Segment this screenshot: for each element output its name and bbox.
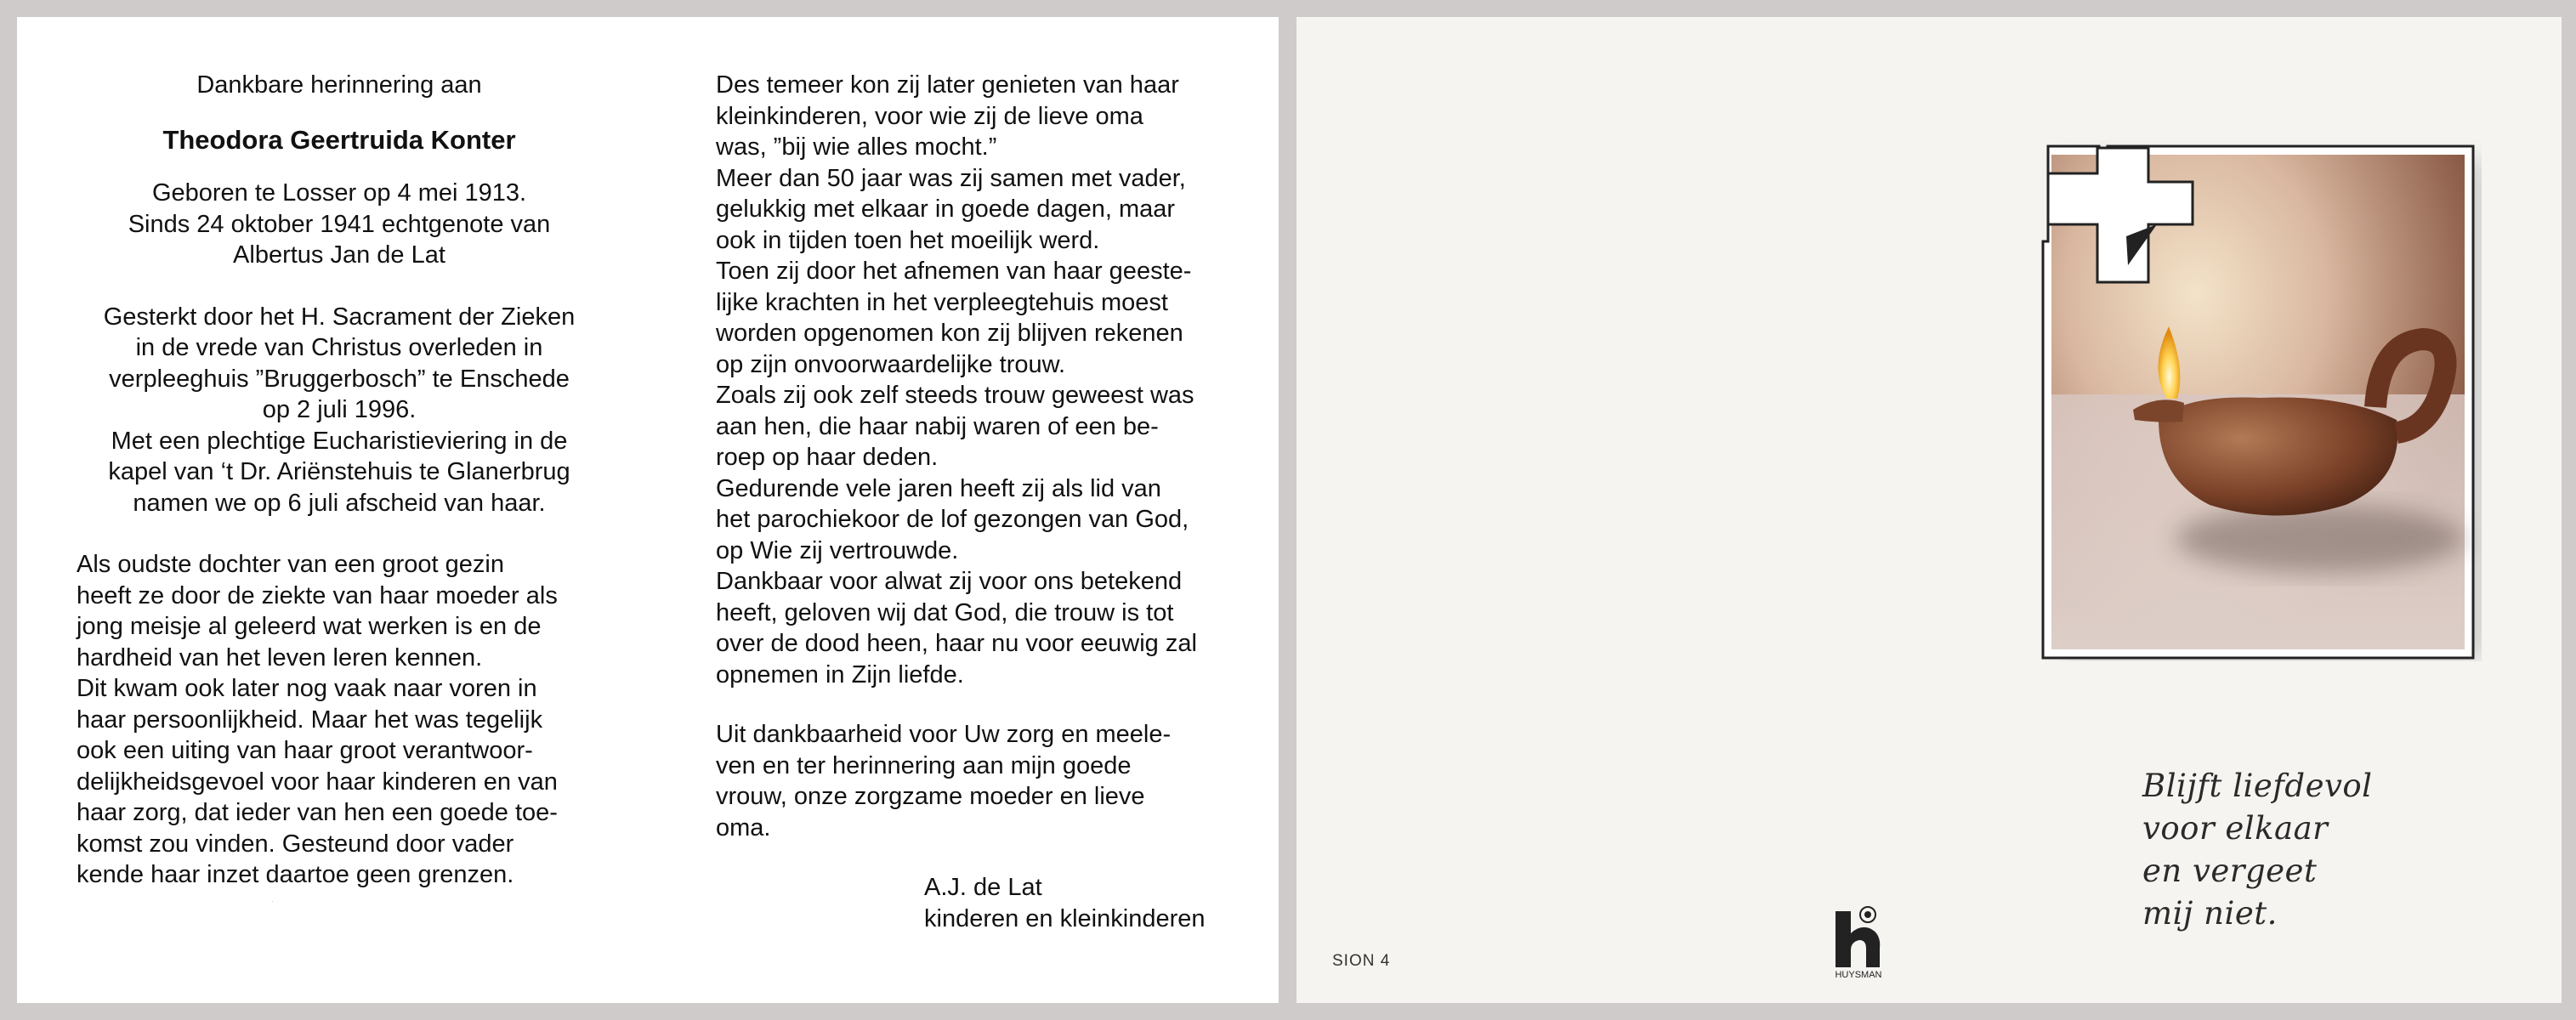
text-line: ook in tijden toen het moeilijk werd. bbox=[716, 226, 1100, 254]
death-line: Gesterkt door het H. Sacrament der Zieken bbox=[103, 303, 576, 331]
publisher-logo-text: HUYSMAN bbox=[1835, 970, 1882, 979]
signature bbox=[924, 872, 1243, 934]
thanks-line: ven en ter herinnering aan mijn goede bbox=[716, 751, 1132, 779]
text-line: was, ”bij wie alles mocht.” bbox=[716, 133, 997, 161]
bio-line: kende haar inzet daartoe geen grenzen. bbox=[77, 861, 514, 888]
birth-line: Albertus Jan de Lat bbox=[233, 241, 445, 269]
text-line: Meer dan 50 jaar was zij samen met vader, bbox=[716, 164, 1186, 192]
text-line: Gedurende vele jaren heeft zij als lid van bbox=[716, 474, 1161, 502]
birth-block bbox=[77, 178, 602, 271]
text-line: Des temeer kon zij later genieten van haar bbox=[716, 71, 1179, 99]
verse-line: Blijft liefdevol bbox=[2142, 768, 2373, 804]
bio-line: komst zou vinden. Gesteund door vader bbox=[77, 830, 514, 858]
verse bbox=[2142, 765, 2373, 935]
birth-line: Sinds 24 oktober 1941 echtgenote van bbox=[128, 210, 551, 238]
bio-line: haar persoonlijkheid. Maar het was tegelijk bbox=[77, 706, 543, 734]
text-line: lijke krachten in het verpleegtehuis moest bbox=[716, 288, 1168, 316]
thanks-text bbox=[716, 719, 1243, 843]
text-line: op zijn onvoorwaardelijke trouw. bbox=[716, 350, 1066, 378]
text-line: worden opgenomen kon zij blijven rekenen bbox=[716, 320, 1183, 347]
bio-line: Als oudste dochter van een groot gezin bbox=[77, 551, 504, 578]
verse-line: voor elkaar bbox=[2142, 810, 2329, 847]
death-line: op 2 juli 1996. bbox=[262, 396, 417, 423]
image-frame bbox=[2040, 139, 2482, 661]
text-line: aan hen, die haar nabij waren of een be- bbox=[716, 412, 1159, 440]
left-page bbox=[17, 17, 1279, 1003]
text-line: kleinkinderen, voor wie zij de lieve oma bbox=[716, 102, 1143, 130]
bio-line: hardheid van het leven leren kennen. bbox=[77, 643, 483, 672]
right-page bbox=[1297, 17, 2562, 1003]
text-line: Zoals zij ook zelf steeds trouw geweest was bbox=[716, 382, 1194, 409]
bio-line: delijkheidsgevoel voor haar kinderen en van bbox=[77, 768, 558, 796]
thanks-line: Uit dankbaarheid voor Uw zorg en meele- bbox=[716, 721, 1172, 748]
signature-line: A.J. de Lat bbox=[924, 874, 1042, 901]
death-line: kapel van ‘t Dr. Ariënstehuis te Glanerbrug bbox=[108, 458, 570, 485]
thanks-line: oma. bbox=[716, 813, 771, 842]
deceased-name: Theodora Geertruida Konter bbox=[162, 124, 516, 155]
left-column bbox=[77, 70, 602, 891]
card-code: SION 4 bbox=[1332, 952, 1391, 970]
thanks-line: vrouw, onze zorgzame moeder en lieve bbox=[716, 783, 1145, 810]
birth-line: Geboren te Losser op 4 mei 1913. bbox=[151, 179, 527, 207]
text-line: het parochiekoor de lof gezongen van God, bbox=[716, 506, 1189, 533]
text-line: op Wie zij vertrouwde. bbox=[716, 536, 959, 564]
death-line: in de vrede van Christus overleden in bbox=[135, 334, 543, 361]
text-line: opnemen in Zijn liefde. bbox=[716, 660, 964, 688]
text-line: Dankbaar voor alwat zij voor ons betekend bbox=[716, 568, 1183, 595]
right-column bbox=[716, 70, 1243, 934]
bio-line: haar zorg, dat ieder van hen een goede toe- bbox=[77, 799, 558, 826]
death-block bbox=[77, 302, 602, 519]
memorial-text bbox=[716, 70, 1243, 690]
death-line: Met een plechtige Eucharistieviering in de bbox=[111, 427, 568, 455]
bio-line: heeft ze door de ziekte van haar moeder als bbox=[77, 581, 558, 609]
signature-line: kinderen en kleinkinderen bbox=[924, 904, 1206, 932]
publisher-logo bbox=[1830, 903, 1887, 979]
death-line: namen we op 6 juli afscheid van haar. bbox=[133, 489, 546, 517]
bio-line: ook een uiting van haar groot verantwoor- bbox=[77, 737, 533, 764]
verse-line: mij niet. bbox=[2142, 895, 2278, 932]
death-line: verpleeghuis ”Bruggerbosch” te Enschede bbox=[109, 365, 570, 393]
bio-line: jong meisje al geleerd wat werken is en de bbox=[77, 613, 542, 640]
text-line: gelukkig met elkaar in goede dagen, maar bbox=[716, 196, 1176, 223]
bio-line: Dit kwam ook later nog vaak naar voren in bbox=[77, 675, 537, 702]
text-line: over de dood heen, haar nu voor eeuwig zal bbox=[716, 630, 1197, 657]
verse-line: en vergeet bbox=[2142, 853, 2318, 889]
oil-lamp-icon bbox=[2040, 139, 2482, 661]
bio-block bbox=[77, 549, 602, 891]
text-line: roep op haar deden. bbox=[716, 444, 939, 471]
text-line: heeft, geloven wij dat God, die trouw is tot bbox=[716, 598, 1174, 626]
text-line: Toen zij door het afnemen van haar geeste- bbox=[716, 258, 1192, 285]
heading: Dankbare herinnering aan bbox=[196, 71, 482, 99]
